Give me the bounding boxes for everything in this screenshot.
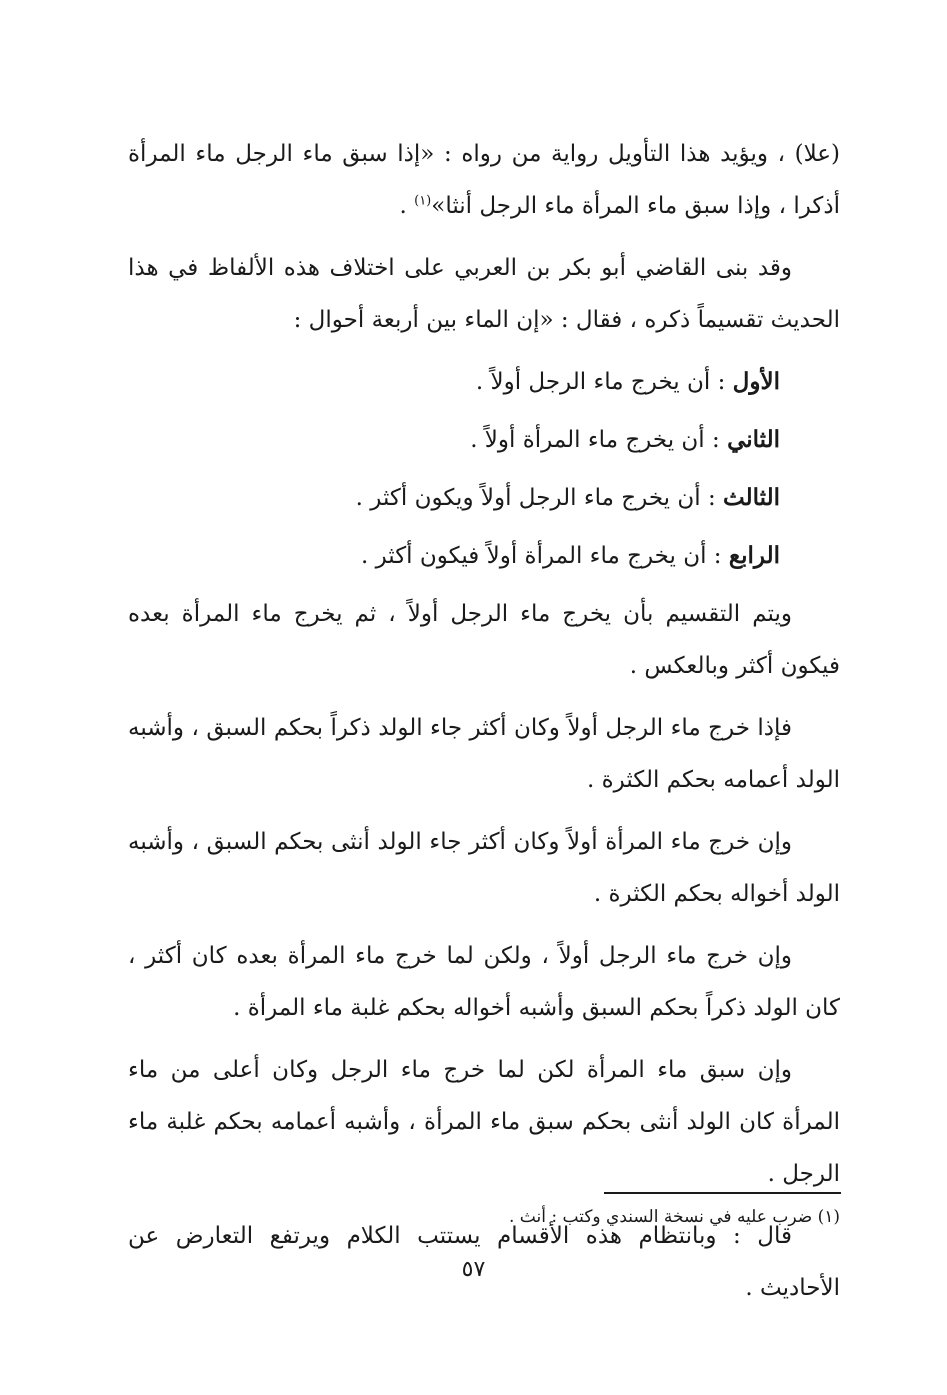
- paragraph-division: [128, 588, 840, 692]
- case-label: الرابع: [728, 542, 780, 569]
- case-text: : أن يخرج ماء الرجل أولاً .: [475, 369, 733, 395]
- case-fourth: [128, 530, 840, 582]
- footnote: (١) ضرب عليه في نسخة السندي وكتب : أنث .: [509, 1207, 840, 1227]
- case-label: الأول: [732, 368, 780, 395]
- paragraph-text: وإن سبق ماء المرأة لكن لما خرج ماء الرجل وكان أعلى من ماء المرأة كان الولد أنثى بحكم سبق ماء المرأة ، وأشبه أعمامه بحكم غلبة ماء الرجل .: [128, 1057, 840, 1187]
- paragraph-text: فإذا خرج ماء الرجل أولاً وكان أكثر جاء الولد ذكراً بحكم السبق ، وأشبه الولد أعمامه بحكم الكثرة .: [128, 715, 840, 793]
- body-text: [128, 128, 840, 1324]
- case-third: [128, 472, 840, 524]
- case-label: الثاني: [727, 426, 780, 453]
- paragraph-text: وإن خرج ماء الرجل أولاً ، ولكن لما خرج ماء المرأة بعده كان أكثر ، كان الولد ذكراً بحكم السبق وأشبه أخواله بحكم غلبة ماء المرأة .: [128, 943, 840, 1021]
- case-text: : أن يخرج ماء المرأة أولاً .: [470, 427, 728, 453]
- footnote-reference: (١): [414, 193, 432, 209]
- page-number: ٥٧: [461, 1257, 486, 1282]
- paragraph-hadith-narration: [128, 128, 840, 232]
- paragraph-ibn-al-arabi: [128, 242, 840, 346]
- paragraph-text: ويتم التقسيم بأن يخرج ماء الرجل أولاً ، ثم يخرج ماء المرأة بعده فيكون أكثر وبالعكس .: [128, 601, 840, 679]
- paragraph-text: وإن خرج ماء المرأة أولاً وكان أكثر جاء الولد أنثى بحكم السبق ، وأشبه الولد أخواله بحكم الكثرة .: [128, 829, 840, 907]
- paragraph-text: قال : وبانتظام هذه الأقسام يستتب الكلام ويرتفع التعارض عن الأحاديث .: [128, 1223, 840, 1301]
- paragraph-tail: .: [399, 193, 415, 219]
- footnote-divider: [604, 1192, 841, 1194]
- case-text: : أن يخرج ماء المرأة أولاً فيكون أكثر .: [360, 543, 729, 569]
- case-label: الثالث: [723, 484, 780, 511]
- case-text: : أن يخرج ماء الرجل أولاً ويكون أكثر .: [355, 485, 724, 511]
- paragraph-male-first: [128, 702, 840, 806]
- paragraph-female-first: [128, 816, 840, 920]
- paragraph-male-first-female-more: [128, 930, 840, 1034]
- case-second: [128, 414, 840, 466]
- case-first: [128, 356, 840, 408]
- paragraph-female-first-male-more: [128, 1044, 840, 1200]
- paragraph-text: (علا) ، ويؤيد هذا التأويل رواية من رواه : «إذا سبق ماء الرجل ماء المرأة أذكرا ، وإذا سبق ماء المرأة ماء الرجل أنثا»: [128, 141, 840, 219]
- paragraph-text: وقد بنى القاضي أبو بكر بن العربي على اختلاف هذه الألفاظ في هذا الحديث تقسيماً ذكره ، فقال : «إن الماء بين أربعة أحوال :: [128, 255, 840, 333]
